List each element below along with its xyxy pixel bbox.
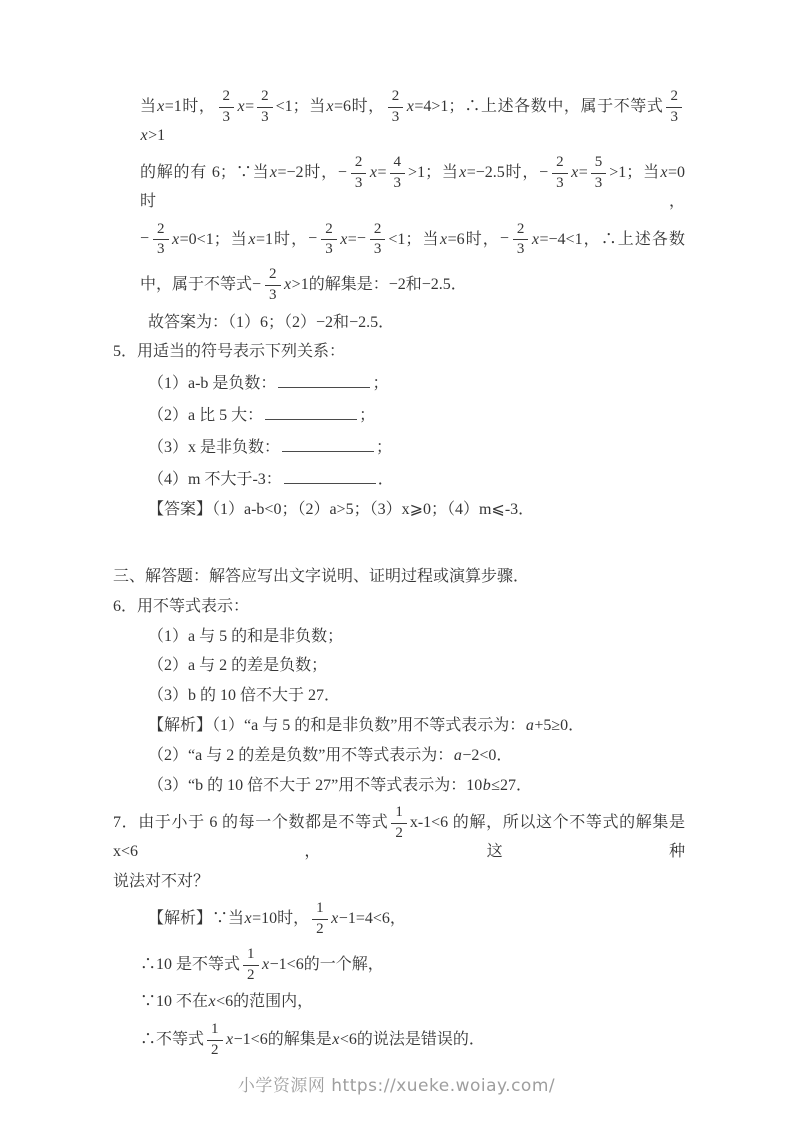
math-run: x−1<6: [226, 1031, 268, 1049]
text-run: 和: [405, 276, 422, 294]
fraction: [591, 155, 607, 192]
q6-solution-2: [0, 746, 793, 767]
text-run: 当: [140, 97, 157, 115]
text-run: （2）“a 与 2 的差是负数”用不等式表示为：: [148, 746, 454, 764]
text-run: （1）a 与 5 的和是非负数；: [148, 627, 344, 645]
fraction-numerator: 5: [591, 155, 607, 174]
math-run: >1: [609, 164, 627, 182]
q4-solution-line-3: [0, 222, 793, 259]
text-run: （2）a 比 5 大：: [148, 407, 264, 425]
math-run: −2.5: [349, 313, 379, 331]
fraction-denominator: 3: [325, 241, 333, 258]
fraction-numerator: 1: [312, 901, 328, 920]
fraction-denominator: 3: [261, 108, 269, 125]
text-run: 故答案为：（1）6；（2）: [148, 313, 317, 331]
fraction-denominator: 3: [393, 175, 402, 192]
text-run: 6．用不等式表示：: [113, 597, 250, 615]
text-run: 时，: [272, 230, 309, 248]
math-run: x=10: [244, 910, 278, 928]
text-run: 三、解答题：解答应写出文字说明、证明过程或演算步骤．: [113, 567, 530, 585]
math-run: x>1: [284, 276, 309, 294]
fraction-denominator: 3: [269, 286, 277, 303]
text-run: ；当: [425, 164, 459, 182]
fraction: [370, 222, 386, 259]
text-run: 的一个解，: [303, 955, 384, 973]
text-run: ；: [359, 407, 376, 425]
fraction: [257, 89, 273, 126]
fraction-denominator: 3: [516, 241, 525, 258]
text-run: ；∴上述各数中，属于不等式: [448, 97, 664, 115]
math-run: 10b≤27: [466, 776, 516, 794]
fraction-denominator: 2: [395, 825, 403, 842]
section-3-heading: [0, 567, 793, 588]
text-run: ；当: [405, 230, 440, 248]
q7-statement-line-1: [0, 805, 793, 862]
footer-site-credit: 小学资源网 https://xueke.woiay.com/: [237, 1076, 556, 1096]
math-run: −2: [388, 276, 406, 294]
q5-item-1: [0, 372, 793, 395]
text-run: 【解析】∵当: [148, 910, 245, 928]
text-run: 5．用适当的符号表示下列关系：: [113, 343, 346, 361]
text-run: 的说法是错误的．: [356, 1031, 485, 1049]
text-run: （4）m 不大于-3：: [148, 471, 282, 489]
math-run: <1: [275, 97, 293, 115]
fraction-numerator: 2: [666, 89, 682, 108]
q5-answer: [0, 500, 793, 521]
text-run: ∴不等式: [140, 1031, 205, 1049]
text-run: ，∴上述各数: [582, 230, 685, 248]
fraction-numerator: 4: [390, 155, 406, 174]
fraction-numerator: 2: [265, 267, 281, 286]
text-run: ．: [377, 471, 394, 489]
math-run: x=1: [248, 230, 273, 248]
fraction: [312, 901, 328, 938]
fraction-numerator: 1: [391, 805, 407, 824]
text-run: 中，属于不等式: [140, 276, 253, 294]
math-run: x=4>1: [406, 97, 449, 115]
q5-item-3: [0, 436, 793, 459]
q5-item-2: [0, 404, 793, 427]
text-run: 的解集是：: [308, 276, 389, 294]
math-run: a+5≥0: [525, 716, 569, 734]
fraction: [552, 155, 568, 192]
math-run: −2: [316, 313, 334, 331]
text-run: ．: [516, 776, 533, 794]
fraction-numerator: 2: [351, 155, 367, 174]
fraction-numerator: 2: [370, 222, 386, 241]
q6-item-1: [0, 627, 793, 648]
page-footer: [0, 1071, 793, 1096]
text-run: 时，: [181, 97, 216, 115]
math-run: x=6: [440, 230, 465, 248]
q6-item-2: [0, 656, 793, 677]
math-run: x=1: [157, 97, 182, 115]
math-run: >1: [408, 164, 426, 182]
fraction-denominator: 3: [391, 108, 400, 125]
fraction: [390, 155, 406, 192]
math-run: x=: [237, 97, 255, 115]
math-run: x−1<6: [262, 955, 304, 973]
document-lines: [0, 79, 793, 1068]
fraction-numerator: 2: [257, 89, 273, 108]
fraction: [513, 222, 529, 259]
fraction-denominator: 3: [222, 108, 230, 125]
text-run: ；当: [213, 230, 248, 248]
minus-sign: −: [356, 230, 366, 248]
answer-blank: [278, 372, 370, 388]
text-run: 7．由于小于 6 的每一个数都是不等式: [113, 814, 389, 832]
text-run: x-1<6 的解，所以这个不等式的解集是 x<6，这种: [113, 814, 685, 860]
text-run: ，: [389, 910, 406, 928]
math-run: x<6: [208, 993, 234, 1011]
fraction: [666, 89, 682, 126]
q4-solution-line-4: [0, 267, 793, 304]
minus-sign: −: [308, 230, 318, 248]
q6-solution-3: [0, 776, 793, 797]
text-run: 【解析】（1）“a 与 5 的和是非负数”用不等式表示为：: [148, 716, 526, 734]
q4-solution-line-2: [0, 155, 793, 212]
text-run: 【答案】（1）a-b<0；（2）a>5；（3）x⩾0；（4）m⩽-3．: [148, 501, 535, 519]
fraction: [391, 805, 407, 842]
text-run: 的解集是: [267, 1031, 332, 1049]
math-run: x<6: [332, 1031, 357, 1049]
minus-sign: −: [337, 164, 347, 182]
minus-sign: −: [140, 230, 150, 248]
math-run: x=0: [660, 164, 685, 182]
fraction-numerator: 1: [243, 947, 259, 966]
fraction-denominator: 3: [556, 175, 564, 192]
q7-solution-line-3: [0, 992, 793, 1013]
q6-title: [0, 597, 793, 618]
text-run: ．: [378, 313, 395, 331]
math-run: x=−2: [269, 164, 304, 182]
fraction: [388, 89, 404, 126]
fraction-numerator: 2: [513, 222, 529, 241]
fraction-denominator: 2: [316, 921, 324, 938]
fraction-denominator: 2: [247, 966, 255, 983]
text-run: 和: [333, 313, 350, 331]
math-run: x=0<1: [172, 230, 214, 248]
fraction-denominator: 3: [157, 241, 165, 258]
text-run: 时，: [464, 230, 500, 248]
math-run: x=: [369, 164, 387, 182]
math-run: x=: [340, 230, 357, 248]
text-run: 的范围内，: [233, 993, 314, 1011]
text-run: 时，: [504, 164, 540, 182]
fraction-numerator: 2: [552, 155, 568, 174]
fraction-numerator: 2: [219, 89, 235, 108]
answer-blank: [284, 468, 376, 484]
text-run: 时，: [277, 910, 310, 928]
q5-title: [0, 342, 793, 363]
fraction-numerator: 2: [153, 222, 169, 241]
minus-sign: −: [252, 275, 262, 293]
text-run: （3）x 是非负数：: [148, 439, 281, 457]
math-run: x=−2.5: [459, 164, 505, 182]
fraction-denominator: 3: [670, 108, 678, 125]
q7-statement-line-2: [0, 872, 793, 893]
text-run: ；: [376, 439, 393, 457]
math-run: <1: [388, 230, 406, 248]
fraction: [219, 89, 235, 126]
q6-solution-1: [0, 716, 793, 737]
text-run: 时，: [303, 164, 338, 182]
q7-solution-line-4: [0, 1022, 793, 1059]
text-run: （3）“b 的 10 倍不大于 27”用不等式表示为：: [148, 776, 467, 794]
text-run: 时，: [140, 192, 685, 210]
q4-solution-line-1: [0, 89, 793, 146]
text-run: 说法对不对？: [113, 872, 210, 890]
q7-solution-line-2: [0, 947, 793, 984]
fraction-denominator: 3: [594, 175, 603, 192]
text-run: （2）a 与 2 的差是负数；: [148, 657, 328, 675]
text-run: ∵10 不在: [140, 993, 209, 1011]
fraction: [207, 1022, 223, 1059]
answer-blank: [282, 436, 374, 452]
text-run: ．: [450, 276, 467, 294]
text-run: ．: [568, 716, 585, 734]
fraction: [351, 155, 367, 192]
fraction: [321, 222, 337, 259]
text-run: 的解的有 6；∵当: [140, 164, 270, 182]
text-run: ．: [496, 746, 513, 764]
text-run: （1）a-b 是负数：: [148, 375, 277, 393]
text-run: ；当: [626, 164, 660, 182]
q7-solution-line-1: [0, 901, 793, 938]
text-run: 时，: [350, 97, 385, 115]
fraction-denominator: 3: [354, 175, 363, 192]
fraction-numerator: 1: [207, 1022, 223, 1041]
fraction-denominator: 2: [211, 1041, 219, 1058]
math-run: x−1=4<6: [331, 910, 390, 928]
text-run: ∴10 是不等式: [140, 955, 241, 973]
fraction: [243, 947, 259, 984]
math-run: x=−4<1: [531, 230, 583, 248]
fraction: [265, 267, 281, 304]
fraction-denominator: 3: [373, 241, 382, 258]
text-run: ；当: [292, 97, 326, 115]
math-run: a−2<0: [453, 746, 497, 764]
math-run: x>1: [140, 126, 166, 144]
fraction-numerator: 2: [321, 222, 337, 241]
math-run: x=6: [326, 97, 351, 115]
text-run: ；: [372, 375, 389, 393]
math-run: x=: [571, 164, 588, 182]
math-run: −2.5: [421, 276, 451, 294]
q4-answer-summary: [0, 313, 793, 334]
minus-sign: −: [499, 230, 509, 248]
q6-item-3: [0, 686, 793, 707]
minus-sign: −: [539, 164, 549, 182]
fraction: [153, 222, 169, 259]
answer-blank: [265, 404, 357, 420]
text-run: （3）b 的 10 倍不大于 27．: [148, 687, 341, 705]
fraction-numerator: 2: [388, 89, 404, 108]
q5-item-4: [0, 468, 793, 491]
